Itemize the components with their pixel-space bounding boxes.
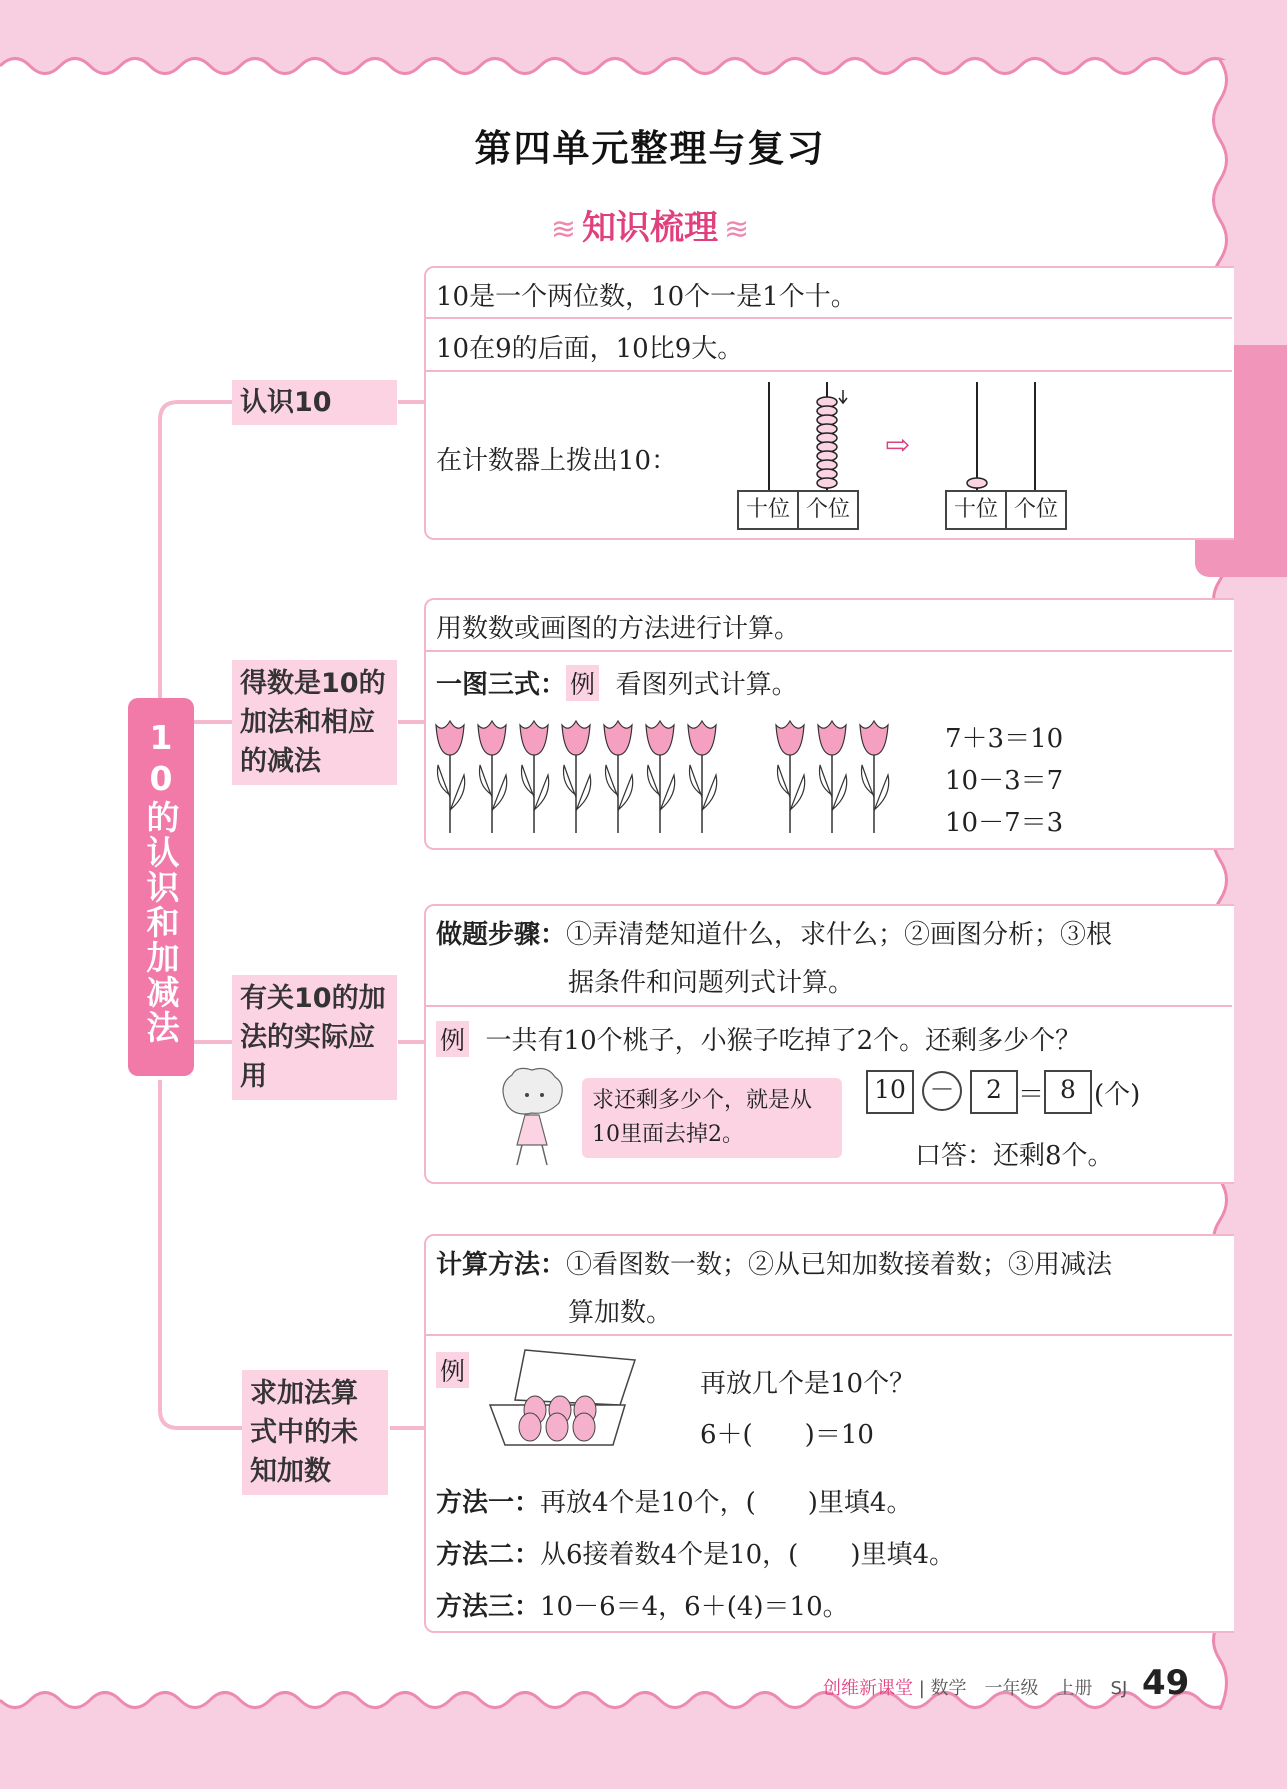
- mindmap-root: [128, 698, 194, 1076]
- method-3-label: 方法三：: [436, 1592, 541, 1622]
- equation-1: 7＋3＝10: [945, 724, 1064, 754]
- divider: [426, 370, 1232, 372]
- answer-equals: ＝: [1018, 1080, 1045, 1110]
- section1-line3: 在计数器上拨出10：: [436, 446, 678, 476]
- abacus-before: [737, 382, 857, 492]
- section2-example-text: 看图列式计算。: [615, 670, 798, 700]
- subtitle-text: 知识梳理: [582, 208, 718, 248]
- method-3-text: 10－6＝4，6＋(4)＝10。: [540, 1592, 849, 1622]
- divider: [426, 1334, 1232, 1336]
- section4-example-row: [436, 1352, 469, 1388]
- tulips-group-left: [430, 715, 730, 835]
- section2-label: 一图三式：: [436, 670, 567, 700]
- section4-equation: 6＋( )＝10: [700, 1420, 874, 1450]
- topic-unknown-addend: 求加法算式中的未知加数: [242, 1370, 388, 1495]
- answer-box-eaten: 2: [970, 1070, 1018, 1114]
- footer-info: 数学 一年级 上册 SJ: [930, 1678, 1128, 1699]
- section-subtitle: [0, 200, 1287, 249]
- footer-brand: 创维新课堂: [823, 1678, 913, 1699]
- rabbit-character-illustration: [487, 1065, 577, 1170]
- tulips-group-right: [770, 715, 910, 835]
- equation-2: 10－3＝7: [945, 766, 1064, 796]
- answer-box-total: 10: [866, 1070, 914, 1114]
- topic-addition-to-10: 得数是10的加法和相应的减法: [232, 660, 397, 785]
- footer-separator: |: [913, 1678, 931, 1699]
- page-title: 第四单元整理与复习: [474, 127, 826, 170]
- steps-text-1: ①弄清楚知道什么，求什么；②画图分析；③根: [566, 920, 1113, 950]
- section2-line1: 用数数或画图的方法进行计算。: [436, 614, 801, 644]
- counter-ones-label: 个位: [1005, 490, 1067, 530]
- equation-3: 10－7＝3: [945, 808, 1064, 838]
- topic-recognize-10: 认识10: [232, 380, 397, 425]
- method-1-label: 方法一：: [436, 1488, 541, 1518]
- hint-bubble: 求还剩多少个，就是从10里面去掉2。: [582, 1078, 842, 1158]
- method-text-2: 算加数。: [568, 1298, 673, 1328]
- method-1: [436, 1482, 912, 1519]
- counter-tens-label: 十位: [945, 490, 1007, 530]
- top-wave-border: [0, 46, 1232, 76]
- section2-row: [436, 664, 798, 701]
- steps-label: 做题步骤：: [436, 920, 567, 950]
- divider: [426, 650, 1232, 652]
- abacus-after: [945, 382, 1065, 492]
- section4-question: 再放几个是10个？: [700, 1369, 916, 1399]
- steps-text-2: 据条件和问题列式计算。: [568, 968, 855, 998]
- method-3: [436, 1586, 849, 1623]
- section1-line2: 10在9的后面，10比9大。: [436, 334, 744, 364]
- section3-example: [436, 1020, 1081, 1057]
- method-2-label: 方法二：: [436, 1540, 541, 1570]
- footer: [823, 1674, 1127, 1700]
- method-text-1: ①看图数一数；②从已知加数接着数；③用减法: [566, 1250, 1113, 1280]
- method-2: [436, 1534, 955, 1571]
- answer-operator: －: [922, 1071, 962, 1111]
- divider: [426, 1005, 1232, 1007]
- mindmap-root-text: 10的认识和加减法: [141, 718, 181, 1045]
- page-number: 49: [1142, 1663, 1190, 1703]
- topic-application: 有关10的加法的实际应用: [232, 975, 397, 1100]
- answer-unit: (个): [1094, 1080, 1141, 1110]
- right-arrow-icon: ⇨: [885, 428, 911, 463]
- method-label: 计算方法：: [436, 1250, 567, 1280]
- example-tag: 例: [436, 1021, 469, 1057]
- section1-line1: 10是一个两位数，10个一是1个十。: [436, 282, 857, 312]
- counter-tens-label: 十位: [737, 490, 799, 530]
- answer-box-result: 8: [1044, 1070, 1092, 1114]
- oral-answer: 口答：还剩8个。: [915, 1141, 1114, 1171]
- section3-example-text: 一共有10个桃子，小猴子吃掉了2个。还剩多少个？: [485, 1026, 1082, 1056]
- divider: [426, 317, 1232, 319]
- squiggle-left-icon: ≋: [550, 212, 576, 247]
- counter-ones-label: 个位: [797, 490, 859, 530]
- section3-steps: [436, 914, 1112, 951]
- section4-method: [436, 1244, 1112, 1281]
- method-1-text: 再放4个是10个，( )里填4。: [540, 1488, 913, 1518]
- method-2-text: 从6接着数4个是10，( )里填4。: [540, 1540, 956, 1570]
- example-tag: 例: [566, 665, 599, 701]
- egg-carton-illustration: [485, 1345, 645, 1455]
- squiggle-right-icon: ≋: [724, 212, 750, 247]
- example-tag: 例: [436, 1352, 469, 1388]
